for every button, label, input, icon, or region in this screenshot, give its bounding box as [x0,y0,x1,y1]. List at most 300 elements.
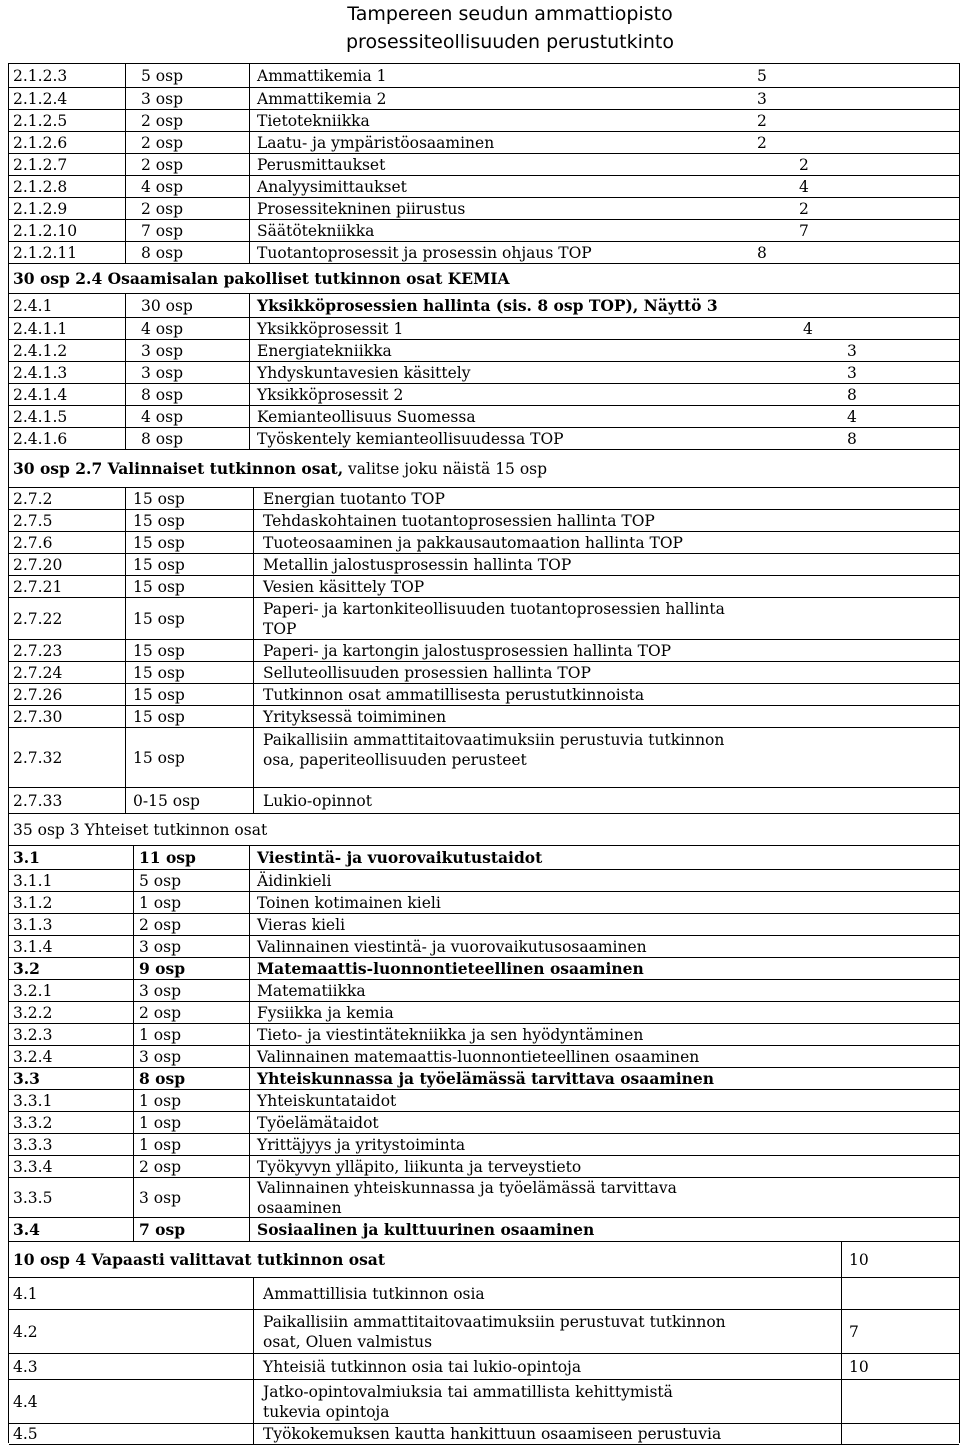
row-name: Paikallisiin ammattitaitovaatimuksiin perustuvat tutkinnon osat, Oluen valmistus [263,1313,726,1351]
row-code: 2.1.2.4 [13,90,68,108]
column-divider [249,1178,250,1218]
row-number: 2 [757,134,767,152]
row-osp: 0-15 osp [133,792,200,810]
row-osp: 15 osp [133,556,185,574]
row-osp: 5 osp [139,872,181,890]
row-name: Yksikköprosessien hallinta (sis. 8 osp TOP), Näyttö 3 [257,296,718,315]
column-divider [133,846,134,870]
table-row [9,87,959,110]
row-osp: 8 osp [141,244,183,262]
table-row [9,891,959,914]
column-divider [125,598,126,640]
row-osp: 2 osp [139,1158,181,1176]
row-code: 4.3 [13,1358,38,1376]
row-name: Työkokemuksen kautta hankittuun osaamiseen perustuvia [263,1425,722,1443]
row-name: Yhteiskunnassa ja työelämässä tarvittava osaaminen [257,1069,715,1088]
column-divider [253,788,254,814]
row-code: 2.7.24 [13,664,63,682]
table-row [9,913,959,936]
row-code: 3.1.3 [13,916,53,934]
table-row [9,845,959,870]
table-row [9,1217,959,1242]
row-code: 3.2.4 [13,1048,53,1066]
table-row [9,509,959,532]
column-divider [253,598,254,640]
column-divider [249,1046,250,1068]
row-name: Lukio-opinnot [263,792,372,810]
table-row [9,1155,959,1178]
column-divider [841,1424,842,1444]
column-divider [253,706,254,728]
table-row [9,869,959,892]
table-row [9,1001,959,1024]
row-name: Valinnainen viestintä- ja vuorovaikutusosaaminen [257,938,647,956]
row-number: 8 [847,430,857,448]
row-name: Jatko-opintovalmiuksia tai ammatillista kehittymistä tukevia opintoja [263,1383,673,1421]
column-divider [249,88,250,110]
table-row [9,531,959,554]
row-name: Ammattikemia 1 [257,67,387,85]
row-name: Toinen kotimainen kieli [257,894,441,912]
row-code: 2.4.1.4 [13,386,68,404]
column-divider [125,554,126,576]
row-osp: 2 osp [141,156,183,174]
row-osp: 15 osp [133,664,185,682]
section-heading: 10 osp 4 Vapaasti valittavat tutkinnon osat [13,1250,386,1269]
row-code: 3.1.1 [13,872,53,890]
column-divider [253,1380,254,1424]
row-code: 2.1.2.7 [13,156,68,174]
row-number: 3 [847,342,857,360]
row-number: 8 [757,244,767,262]
column-divider [125,294,126,318]
row-code: 2.7.21 [13,578,63,596]
table-row [9,427,959,450]
column-divider [125,198,126,220]
row-number: 10 [849,1251,869,1269]
column-divider [125,176,126,198]
row-osp: 3 osp [141,342,183,360]
column-divider [841,1380,842,1424]
row-code: 4.1 [13,1285,38,1303]
row-name: Yhteisiä tutkinnon osia tai lukio-opintoja [263,1358,582,1376]
row-osp: 1 osp [139,1092,181,1110]
row-osp: 1 osp [139,894,181,912]
table-row [9,1177,959,1218]
section-heading [13,459,547,479]
row-osp: 15 osp [133,490,185,508]
table-row [9,1241,959,1278]
table-row [9,487,959,510]
row-name: Yksikköprosessit 2 [257,386,404,404]
column-divider [249,892,250,914]
row-osp: 8 osp [141,386,183,404]
row-osp: 3 osp [139,1189,181,1207]
column-divider [253,1354,254,1380]
row-number: 7 [799,222,809,240]
row-osp: 7 osp [141,222,183,240]
row-osp: 11 osp [139,848,196,867]
column-divider [125,406,126,428]
row-name: Vesien käsittely TOP [263,578,425,596]
table-row [9,705,959,728]
column-divider [125,318,126,340]
table-row [9,813,959,846]
row-osp: 15 osp [133,534,185,552]
column-divider [249,846,250,870]
row-number: 3 [847,364,857,382]
row-number: 4 [847,408,857,426]
row-number: 2 [799,200,809,218]
row-name: Tehdaskohtainen tuotantoprosessien hallinta TOP [263,512,655,530]
row-name: Viestintä- ja vuorovaikutustaidot [257,848,543,867]
row-code: 3.3.2 [13,1114,53,1132]
column-divider [125,242,126,264]
column-divider [249,132,250,154]
table-row [9,109,959,132]
column-divider [133,980,134,1002]
table-row [9,1277,959,1310]
row-number: 4 [799,178,809,196]
row-name: Tutkinnon osat ammatillisesta perustutkinnoista [263,686,645,704]
column-divider [249,294,250,318]
row-code: 3.3.4 [13,1158,53,1176]
row-name: Työelämätaidot [257,1114,379,1132]
row-name: Valinnainen yhteiskunnassa ja työelämässä tarvittava osaaminen [257,1179,677,1217]
row-code: 2.1.2.9 [13,200,68,218]
row-osp: 15 osp [133,686,185,704]
table-row [9,683,959,706]
column-divider [253,1310,254,1354]
table-row [9,553,959,576]
row-name: Ammattikemia 2 [257,90,387,108]
row-name: Energian tuotanto TOP [263,490,445,508]
column-divider [249,1156,250,1178]
row-name: Työkyvyn ylläpito, liikunta ja terveystieto [257,1158,582,1176]
column-divider [125,728,126,788]
column-divider [249,958,250,980]
column-divider [133,1024,134,1046]
column-divider [249,1002,250,1024]
row-osp: 1 osp [139,1114,181,1132]
column-divider [253,728,254,788]
table-row [9,1309,959,1354]
table-row [9,175,959,198]
row-osp: 15 osp [133,578,185,596]
column-divider [841,1354,842,1380]
column-divider [249,64,250,88]
column-divider [125,488,126,510]
column-divider [249,1218,250,1242]
table-row [9,575,959,598]
column-divider [125,510,126,532]
row-name: Paperi- ja kartonkiteollisuuden tuotantoprosessien hallinta TOP [263,600,725,638]
row-osp: 7 osp [139,1220,186,1239]
table-row [9,219,959,242]
row-code: 2.4.1.5 [13,408,68,426]
row-code: 4.5 [13,1425,38,1443]
column-divider [249,110,250,132]
table-row [9,317,959,340]
column-divider [249,242,250,264]
column-divider [133,1112,134,1134]
row-code: 2.7.26 [13,686,63,704]
header-degree: prosessiteollisuuden perustutkinto [345,31,674,53]
section-heading: 30 osp 2.4 Osaamisalan pakolliset tutkinnon osat KEMIA [13,269,510,288]
table-row [9,661,959,684]
row-osp: 3 osp [139,982,181,1000]
row-name: Tuotantoprosessit ja prosessin ohjaus TOP [257,244,592,262]
row-name: Fysiikka ja kemia [257,1004,394,1022]
row-name: Energiatekniikka [257,342,392,360]
row-number: 7 [849,1323,859,1341]
row-osp: 5 osp [141,67,183,85]
section-heading: 35 osp 3 Yhteiset tutkinnon osat [13,821,268,839]
row-code: 4.4 [13,1393,38,1411]
column-divider [133,936,134,958]
row-name: Yhdyskuntavesien käsittely [257,364,471,382]
row-code: 3.3.3 [13,1136,53,1154]
row-name: Ammattillisia tutkinnon osia [263,1285,485,1303]
column-divider [253,554,254,576]
row-code: 3.3.1 [13,1092,53,1110]
column-divider [133,1178,134,1218]
column-divider [133,914,134,936]
row-osp: 4 osp [141,320,183,338]
column-divider [125,64,126,88]
row-code: 4.2 [13,1323,38,1341]
row-name: Yksikköprosessit 1 [257,320,404,338]
row-code: 3.1 [13,848,40,867]
column-divider [253,510,254,532]
column-divider [249,1134,250,1156]
table-row [9,639,959,662]
column-divider [249,362,250,384]
row-code: 2.4.1.1 [13,320,68,338]
column-divider [133,1068,134,1090]
row-osp: 3 osp [141,90,183,108]
curriculum-table [8,63,960,1443]
row-code: 3.2.3 [13,1026,53,1044]
row-name: Paperi- ja kartongin jalostusprosessien hallinta TOP [263,642,672,660]
column-divider [253,640,254,662]
row-osp: 15 osp [133,708,185,726]
table-row [9,1023,959,1046]
table-row [9,293,959,318]
row-code: 2.4.1.3 [13,364,68,382]
row-osp: 2 osp [141,134,183,152]
column-divider [125,532,126,554]
column-divider [253,532,254,554]
row-number: 8 [847,386,857,404]
row-name: Yhteiskuntataidot [257,1092,397,1110]
table-row [9,1133,959,1156]
row-name: Analyysimittaukset [257,178,407,196]
row-code: 2.7.33 [13,792,63,810]
row-code: 2.7.22 [13,610,63,628]
table-row [9,241,959,264]
column-divider [125,340,126,362]
row-name: Laatu- ja ympäristöosaaminen [257,134,495,152]
row-code: 2.7.30 [13,708,63,726]
column-divider [249,980,250,1002]
row-osp: 9 osp [139,959,186,978]
table-row [9,1067,959,1090]
row-number: 4 [803,320,813,338]
column-divider [253,662,254,684]
column-divider [125,684,126,706]
row-osp: 4 osp [141,178,183,196]
table-row [9,383,959,406]
row-code: 3.3.5 [13,1189,53,1207]
row-name: Sosiaalinen ja kulttuurinen osaaminen [257,1220,595,1239]
row-code: 2.7.20 [13,556,63,574]
column-divider [249,406,250,428]
column-divider [125,662,126,684]
column-divider [249,428,250,450]
column-divider [249,870,250,892]
row-code: 2.1.2.10 [13,222,78,240]
row-name: Selluteollisuuden prosessien hallinta TOP [263,664,591,682]
row-osp: 2 osp [139,916,181,934]
column-divider [249,936,250,958]
column-divider [249,220,250,242]
row-code: 2.1.2.6 [13,134,68,152]
row-code: 2.1.2.11 [13,244,78,262]
column-divider [125,384,126,406]
row-code: 2.4.1.2 [13,342,68,360]
row-code: 3.2.2 [13,1004,53,1022]
row-name: Matematiikka [257,982,366,1000]
table-row [9,153,959,176]
row-osp: 8 osp [139,1069,186,1088]
table-row [9,1353,959,1380]
row-osp: 3 osp [141,364,183,382]
column-divider [249,1112,250,1134]
column-divider [125,110,126,132]
column-divider [249,914,250,936]
column-divider [253,488,254,510]
row-osp: 30 osp [141,297,193,315]
row-osp: 4 osp [141,408,183,426]
row-osp: 2 osp [141,200,183,218]
row-code: 2.1.2.3 [13,67,68,85]
header-school: Tampereen seudun ammattiopisto [347,3,673,25]
row-osp: 2 osp [139,1004,181,1022]
row-code: 2.1.2.8 [13,178,68,196]
row-number: 5 [757,67,767,85]
row-number: 10 [849,1358,869,1376]
row-code: 2.1.2.5 [13,112,68,130]
column-divider [125,154,126,176]
row-osp: 15 osp [133,642,185,660]
table-row [9,361,959,384]
row-osp: 3 osp [139,1048,181,1066]
row-osp: 15 osp [133,512,185,530]
column-divider [125,362,126,384]
row-number: 2 [757,112,767,130]
column-divider [253,1278,254,1310]
column-divider [125,576,126,598]
table-row [9,727,959,788]
column-divider [249,384,250,406]
row-name: Säätötekniikka [257,222,375,240]
table-row [9,339,959,362]
row-code: 3.2 [13,959,40,978]
column-divider [125,220,126,242]
row-name: Kemianteollisuus Suomessa [257,408,476,426]
row-name: Metallin jalostusprosessin hallinta TOP [263,556,572,574]
row-code: 3.2.1 [13,982,53,1000]
column-divider [125,788,126,814]
row-name: Paikallisiin ammattitaitovaatimuksiin perustuvia tutkinnon osa, paperiteollisuuden perusteet [263,731,725,769]
column-divider [249,1024,250,1046]
column-divider [133,1002,134,1024]
row-name: Äidinkieli [257,872,332,890]
row-name: Työskentely kemianteollisuudessa TOP [257,430,564,448]
column-divider [249,1068,250,1090]
table-row [9,935,959,958]
column-divider [253,1424,254,1444]
column-divider [133,1134,134,1156]
section-heading-bold: 30 osp 2.7 Valinnaiset tutkinnon osat, [13,459,344,478]
document-header [346,0,674,56]
row-code: 3.1.4 [13,938,53,956]
row-osp: 1 osp [139,1136,181,1154]
row-name: Yrityksessä toimiminen [263,708,447,726]
row-code: 2.7.6 [13,534,53,552]
column-divider [125,640,126,662]
row-name: Vieras kieli [257,916,346,934]
column-divider [249,176,250,198]
column-divider [125,706,126,728]
column-divider [133,870,134,892]
column-divider [125,88,126,110]
column-divider [133,1046,134,1068]
table-row [9,449,959,488]
column-divider [253,576,254,598]
row-name: Prosessitekninen piirustus [257,200,466,218]
column-divider [133,1090,134,1112]
row-name: Valinnainen matemaattis-luonnontieteellinen osaaminen [257,1048,700,1066]
row-code: 2.7.2 [13,490,53,508]
row-code: 2.7.32 [13,749,63,767]
row-name: Tuoteosaaminen ja pakkausautomaation hallinta TOP [263,534,683,552]
row-code: 3.3 [13,1069,40,1088]
table-row [9,131,959,154]
column-divider [249,154,250,176]
row-name: Tietotekniikka [257,112,370,130]
table-row [9,979,959,1002]
row-number: 2 [799,156,809,174]
column-divider [125,428,126,450]
table-row [9,1379,959,1424]
row-osp: 15 osp [133,610,185,628]
table-row [9,1089,959,1112]
column-divider [133,892,134,914]
row-code: 3.4 [13,1220,40,1239]
row-code: 2.4.1.6 [13,430,68,448]
column-divider [249,198,250,220]
column-divider [133,1156,134,1178]
row-name: Yrittäjyys ja yritystoiminta [257,1136,466,1154]
table-row [9,957,959,980]
row-code: 2.7.5 [13,512,53,530]
row-osp: 3 osp [139,938,181,956]
row-name: Matemaattis-luonnontieteellinen osaaminen [257,959,644,978]
row-code: 2.4.1 [13,297,53,315]
row-code: 3.1.2 [13,894,53,912]
